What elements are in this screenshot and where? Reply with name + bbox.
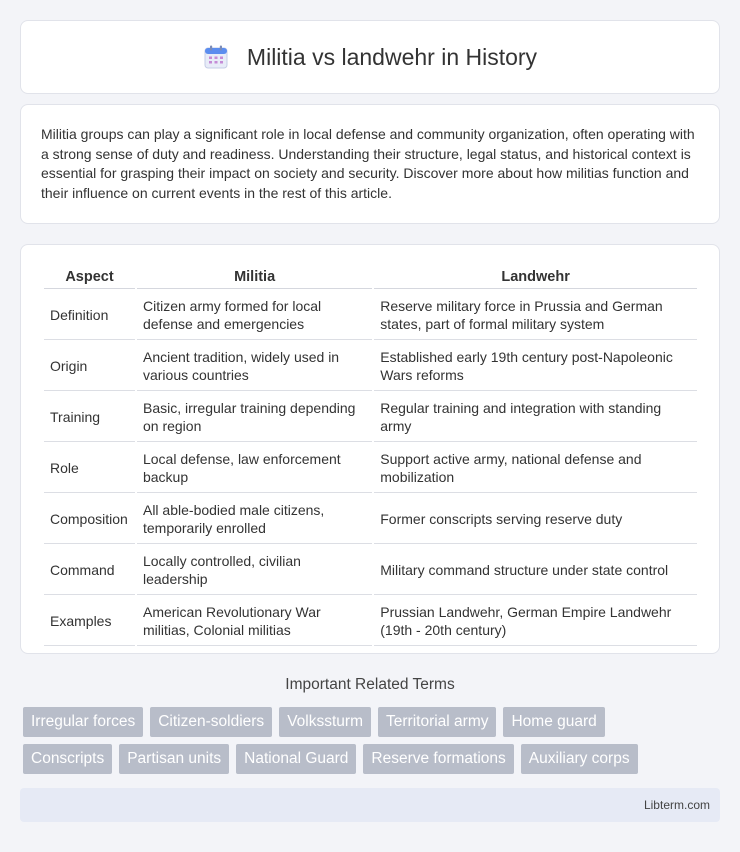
header-militia: Militia (137, 262, 372, 289)
row-aspect: Examples (44, 597, 135, 646)
tag-home-guard[interactable]: Home guard (503, 707, 604, 737)
tag-reserve-formations[interactable]: Reserve formations (363, 744, 513, 774)
row-aspect: Definition (44, 291, 135, 340)
row-militia: American Revolutionary War militias, Colonial militias (137, 597, 372, 646)
row-landwehr: Regular training and integration with standing army (374, 393, 697, 442)
table-row (44, 291, 697, 340)
table-row (44, 393, 697, 442)
row-landwehr: Support active army, national defense and mobilization (374, 444, 697, 493)
row-aspect: Origin (44, 342, 135, 391)
row-landwehr: Military command structure under state control (374, 546, 697, 595)
table-row (44, 342, 697, 391)
row-aspect: Role (44, 444, 135, 493)
tag-row (23, 744, 723, 774)
row-militia: Basic, irregular training depending on region (137, 393, 372, 442)
table-row (44, 444, 697, 493)
row-landwehr: Prussian Landwehr, German Empire Landwehr (19th - 20th century) (374, 597, 697, 646)
intro-text: Militia groups can play a significant role in local defense and community organization, often operating with a strong sense of duty and readiness. Understanding their structure, legal status, and historical context is essential for grasping their impact on society and security. Discover more about how militias function and their influence on current events in the rest of this article. (41, 126, 695, 201)
comparison-table-card (20, 244, 720, 654)
footer (20, 788, 720, 822)
row-militia: Local defense, law enforcement backup (137, 444, 372, 493)
table-row (44, 495, 697, 544)
tag-volkssturm[interactable]: Volkssturm (279, 707, 371, 737)
tag-irregular-forces[interactable]: Irregular forces (23, 707, 143, 737)
header-aspect: Aspect (44, 262, 135, 289)
row-aspect: Training (44, 393, 135, 442)
footer-brand[interactable]: Libterm.com (643, 798, 710, 812)
intro-card (20, 104, 720, 224)
comparison-table (42, 260, 699, 648)
table-header-row (44, 262, 697, 289)
tag-row (23, 707, 723, 737)
row-landwehr: Reserve military force in Prussia and German states, part of formal military system (374, 291, 697, 340)
tag-citizen-soldiers[interactable]: Citizen-soldiers (150, 707, 272, 737)
related-terms (23, 707, 723, 781)
row-militia: All able-bodied male citizens, temporarily enrolled (137, 495, 372, 544)
tag-partisan-units[interactable]: Partisan units (119, 744, 229, 774)
tag-territorial-army[interactable]: Territorial army (378, 707, 496, 737)
header-card (20, 20, 720, 94)
page-title: Militia vs landwehr in History (246, 43, 538, 70)
row-landwehr: Established early 19th century post-Napoleonic Wars reforms (374, 342, 697, 391)
row-militia: Locally controlled, civilian leadership (137, 546, 372, 595)
row-militia: Citizen army formed for local defense and emergencies (137, 291, 372, 340)
tag-national-guard[interactable]: National Guard (236, 744, 356, 774)
row-aspect: Composition (44, 495, 135, 544)
row-landwehr: Former conscripts serving reserve duty (374, 495, 697, 544)
table-row (44, 597, 697, 646)
tag-auxiliary-corps[interactable]: Auxiliary corps (521, 744, 638, 774)
calendar-icon (203, 44, 229, 70)
header-landwehr: Landwehr (374, 262, 697, 289)
related-terms-title: Important Related Terms (285, 676, 455, 693)
tag-conscripts[interactable]: Conscripts (23, 744, 112, 774)
table-row (44, 546, 697, 595)
row-militia: Ancient tradition, widely used in various countries (137, 342, 372, 391)
row-aspect: Command (44, 546, 135, 595)
